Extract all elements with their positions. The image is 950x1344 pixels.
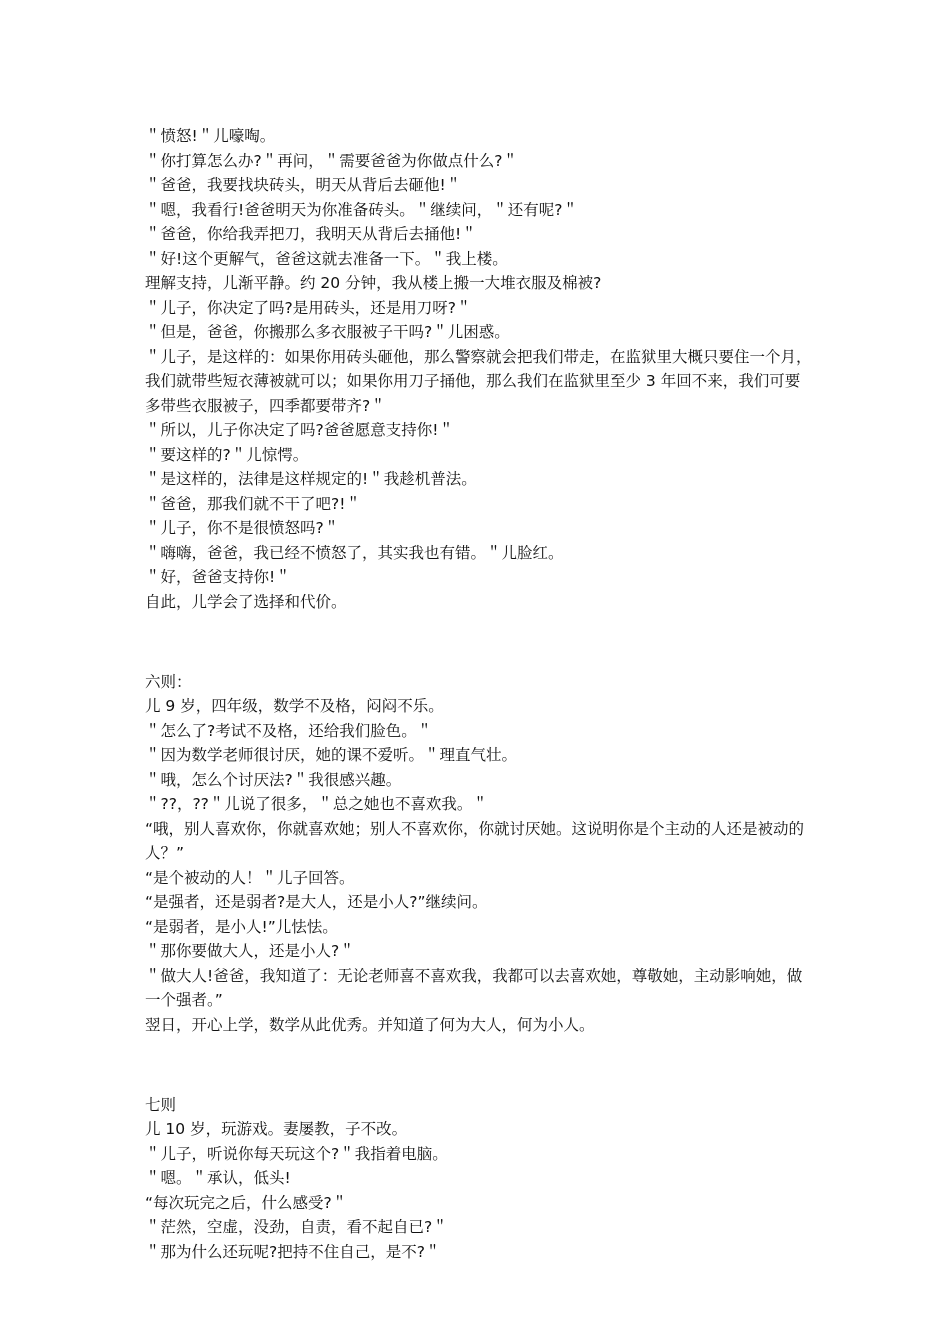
paragraph: ＂但是，爸爸，你搬那么多衣服被子干吗?＂儿困惑。 [145, 323, 510, 341]
paragraph: ＂所以，儿子你决定了吗?爸爸愿意支持你!＂ [145, 421, 454, 439]
paragraph: “是强者，还是弱者?是大人，还是小人?”继续问。 [145, 893, 488, 911]
paragraph: “哦，别人喜欢你，你就喜欢她；别人不喜欢你，你就讨厌她。这说明你是个主动的人还是被动的人？” [145, 819, 805, 862]
paragraph: 翌日，开心上学，数学从此优秀。并知道了何为大人，何为小人。 [145, 1015, 595, 1034]
paragraph: ＂好!这个更解气，爸爸这就去准备一下。＂我上楼。 [145, 249, 508, 268]
paragraph: 七则 [145, 1095, 177, 1114]
paragraph: “是弱者，是小人!”儿怯怯。 [145, 917, 338, 936]
paragraph: ＂爸爸，你给我弄把刀，我明天从背后去捅他!＂ [145, 225, 477, 243]
paragraph: 六则： [145, 672, 192, 691]
paragraph: ＂儿子，你不是很愤怒吗?＂ [145, 519, 340, 537]
paragraph: ＂儿子，是这样的：如果你用砖头砸他，那么警察就会把我们带走，在监狱里大概只要住一个月，我们就带些短衣薄被就可以；如果你用刀子捅他，那么我们在监狱里至少 3 年回不来，我们可要多带些衣服被子，四季都要带齐?＂ [145, 347, 812, 415]
paragraph: ＂儿子，你决定了吗?是用砖头，还是用刀呀?＂ [145, 298, 472, 317]
paragraph: ＂是这样的，法律是这样规定的!＂我趁机普法。 [145, 470, 477, 488]
paragraph: ＂做大人!爸爸，我知道了：无论老师喜不喜欢我，我都可以去喜欢她，尊敬她，主动影响她，做一个强者。” [145, 966, 803, 1009]
paragraph: 儿 9 岁，四年级，数学不及格，闷闷不乐。 [145, 697, 444, 715]
paragraph: ＂??，??＂儿说了很多，＂总之她也不喜欢我。＂ [145, 795, 488, 813]
paragraph: ＂嗯。＂承认，低头! [145, 1169, 291, 1187]
paragraph: ＂儿子，听说你每天玩这个?＂我指着电脑。 [145, 1144, 448, 1163]
paragraph: ＂愤怒!＂儿嚎啕。 [145, 127, 276, 145]
paragraph: ＂茫然，空虚，没劲，自责，看不起自已?＂ [145, 1218, 448, 1236]
paragraph: ＂那为什么还玩呢?把持不住自己，是不?＂ [145, 1242, 441, 1261]
paragraph: 理解支持，儿渐平静。约 20 分钟，我从楼上搬一大堆衣服及棉被? [145, 274, 602, 292]
paragraph: 儿 10 岁，玩游戏。妻屡教，子不改。 [145, 1120, 408, 1138]
paragraph: ＂好，爸爸支持你!＂ [145, 568, 291, 586]
paragraph: “是个被动的人！＂儿子回答。 [145, 868, 355, 887]
paragraph-spacer [145, 1053, 813, 1078]
paragraph: ＂嗯，我看行!爸爸明天为你准备砖头。＂继续问，＂还有呢?＂ [145, 200, 578, 219]
paragraph: ＂那你要做大人，还是小人?＂ [145, 942, 355, 960]
paragraph: ＂哦，怎么个讨厌法?＂我很感兴趣。 [145, 770, 402, 789]
paragraph: ＂你打算怎么办?＂再问，＂需要爸爸为你做点什么?＂ [145, 151, 518, 170]
paragraph-spacer [145, 630, 813, 655]
paragraph: ＂爸爸，那我们就不干了吧?!＂ [145, 494, 361, 513]
paragraph: “每次玩完之后，什么感受?＂ [145, 1193, 348, 1212]
document-body [145, 124, 813, 1264]
paragraph: ＂要这样的?＂儿惊愕。 [145, 445, 309, 464]
paragraph: ＂因为数学老师很讨厌，她的课不爱听。＂理直气壮。 [145, 746, 518, 764]
paragraph: 自此，儿学会了选择和代价。 [145, 592, 347, 611]
paragraph: ＂爸爸，我要找块砖头，明天从背后去砸他!＂ [145, 176, 462, 194]
paragraph: ＂嗨嗨，爸爸，我已经不愤怒了，其实我也有错。＂儿脸红。 [145, 543, 564, 562]
paragraph: ＂怎么了?考试不及格，还给我们脸色。＂ [145, 721, 433, 740]
